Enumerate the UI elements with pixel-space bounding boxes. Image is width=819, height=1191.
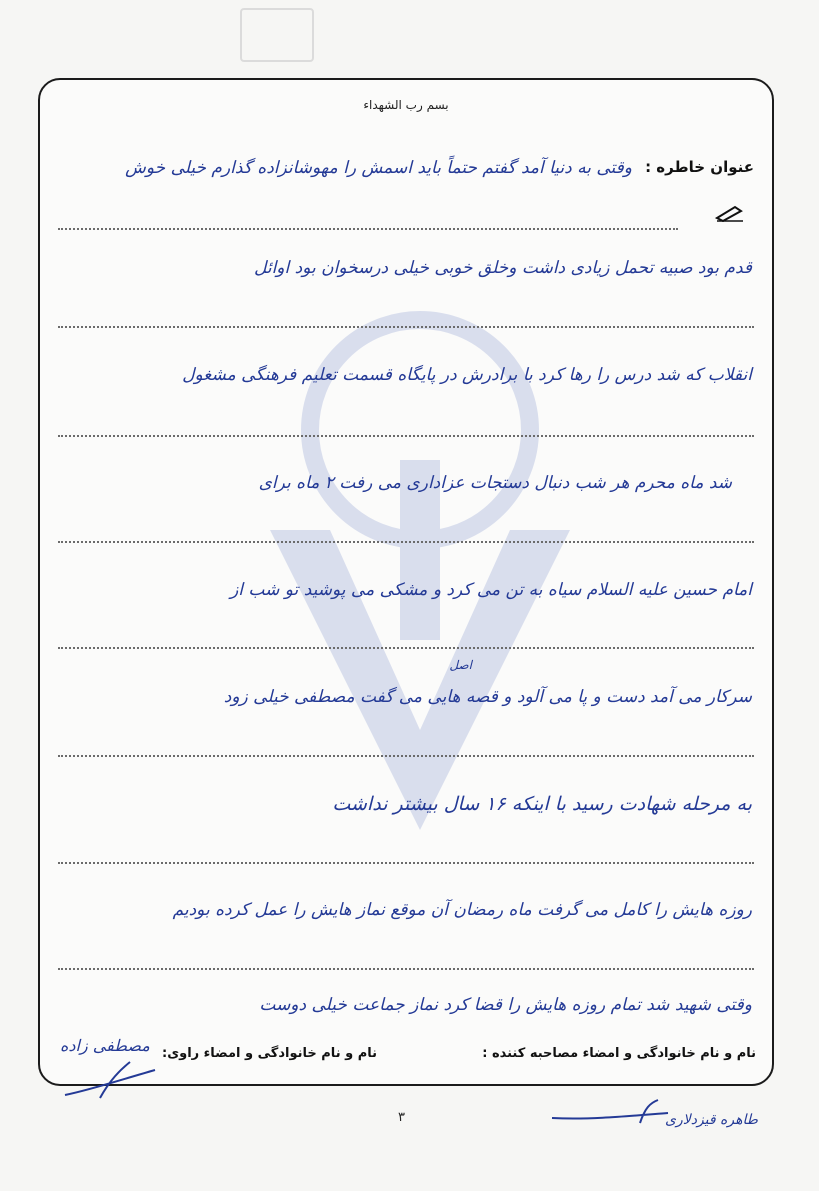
- memoir-line-5: امام حسین علیه السلام سیاه به تن می کرد و مشکی می پوشید تو شب از: [230, 580, 752, 600]
- dotted-rule: [58, 435, 754, 437]
- page-header: بسم رب الشهداء: [363, 98, 449, 112]
- interviewer-signature: طاهره قیزدلاری: [665, 1112, 758, 1128]
- memoir-line-8: روزه هایش را کامل می گرفت ماه رمضان آن موقع نماز هایش را عمل کرده بودیم: [172, 900, 752, 920]
- dotted-rule: [58, 862, 754, 864]
- memoir-annotation: اصل: [449, 658, 472, 672]
- memoir-line-1: وقتی به دنیا آمد گفتم حتماً باید اسمش را مهوشانزاده گذارم خیلی خوش: [125, 158, 632, 178]
- interviewer-signature-stroke-icon: [550, 1098, 670, 1128]
- pen-writing-icon: [715, 204, 745, 222]
- dotted-rule: [58, 541, 754, 543]
- narrator-signature-stroke-icon: [60, 1060, 170, 1100]
- memoir-line-2: قدم بود صبیه تحمل زیادی داشت وخلق خوبی خیلی درسخوان بود اوائل: [253, 258, 752, 278]
- memoir-line-6: سرکار می آمد دست و پا می آلود و قصه هایی می گفت مصطفی خیلی زود: [223, 687, 752, 707]
- memoir-line-4: شد ماه محرم هر شب دنبال دستجات عزاداری می رفت ۲ ماه برای: [258, 473, 732, 493]
- memoir-form-frame: [38, 78, 774, 1086]
- interviewer-signature-label: نام و نام خانوادگی و امضاء مصاحبه کننده :: [482, 1046, 756, 1061]
- dotted-rule: [58, 968, 754, 970]
- narrator-signature-label: نام و نام خانوادگی و امضاء راوی:: [162, 1046, 377, 1061]
- dotted-rule: [58, 228, 678, 230]
- memoir-line-7: به مرحله شهادت رسید با اینکه ۱۶ سال بیشتر نداشت: [332, 793, 752, 815]
- dotted-rule: [58, 326, 754, 328]
- memoir-line-3: انقلاب که شد درس را رها کرد با برادرش در پایگاه قسمت تعلیم فرهنگی مشغول: [182, 365, 752, 385]
- archive-stamp: [240, 8, 314, 62]
- narrator-signature: مصطفی زاده: [60, 1036, 150, 1055]
- memoir-title-label: عنوان خاطره :: [645, 158, 754, 176]
- dotted-rule: [58, 647, 754, 649]
- page-number: ۳: [398, 1110, 405, 1125]
- memoir-line-9: وقتی شهید شد تمام روزه هایش را قضا کرد نماز جماعت خیلی دوست: [259, 995, 752, 1015]
- dotted-rule: [58, 755, 754, 757]
